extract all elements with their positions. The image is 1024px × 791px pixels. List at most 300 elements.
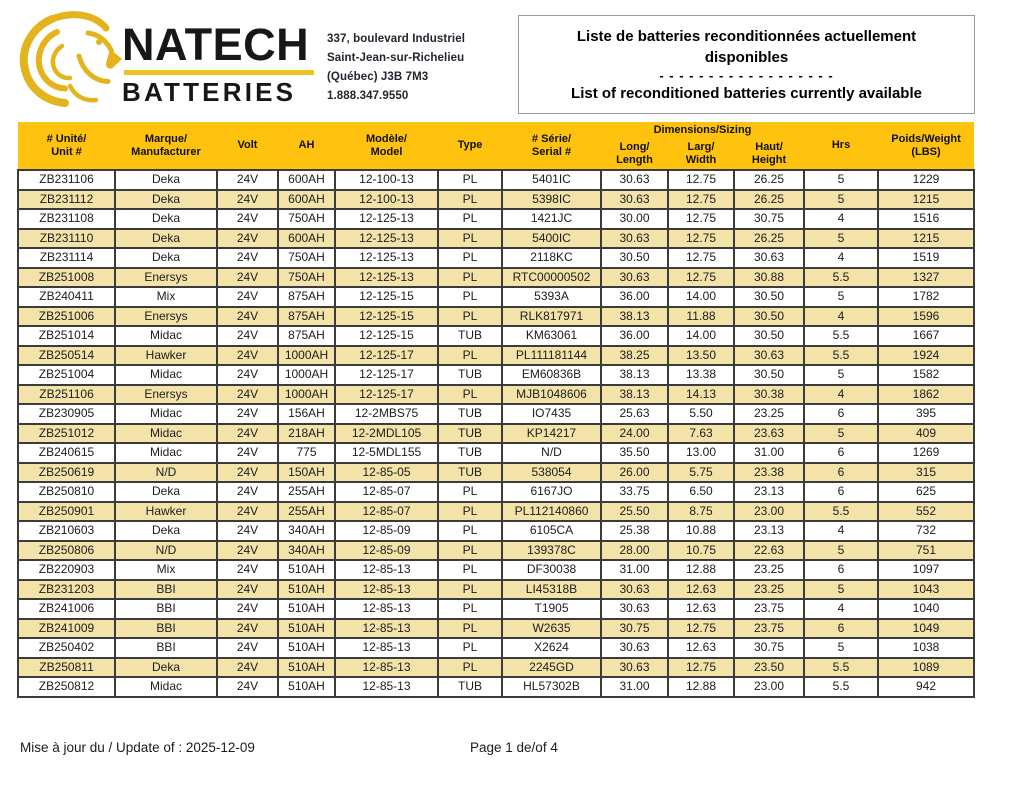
cell-width: 10.88 — [668, 521, 734, 541]
cell-height: 23.13 — [734, 482, 804, 502]
address-line-1: 337, boulevard Industriel — [327, 33, 465, 45]
cell-unit: ZB251012 — [18, 424, 115, 444]
cell-weight: 1516 — [878, 209, 974, 229]
table-row — [18, 307, 974, 327]
cell-type: PL — [438, 638, 502, 658]
cell-hrs: 4 — [804, 385, 878, 405]
cell-width: 12.63 — [668, 580, 734, 600]
cell-height: 23.25 — [734, 404, 804, 424]
cell-hrs: 5.5 — [804, 326, 878, 346]
cell-hrs: 5.5 — [804, 268, 878, 288]
cell-type: PL — [438, 346, 502, 366]
cell-unit: ZB250402 — [18, 638, 115, 658]
column-header-length: Long/ Length — [601, 138, 668, 170]
column-header-width: Larg/ Width — [668, 138, 734, 170]
cell-serial: 538054 — [502, 463, 601, 483]
table-row — [18, 287, 974, 307]
cell-ah: 156AH — [278, 404, 335, 424]
table-row — [18, 580, 974, 600]
cell-type: TUB — [438, 404, 502, 424]
cell-hrs: 6 — [804, 463, 878, 483]
cell-manufacturer: Midac — [115, 677, 217, 697]
cell-manufacturer: Mix — [115, 287, 217, 307]
cell-width: 13.50 — [668, 346, 734, 366]
cell-length: 30.00 — [601, 209, 668, 229]
cell-volt: 24V — [217, 619, 278, 639]
address-line-3: (Québec) J3B 7M3 — [327, 71, 429, 83]
title-box — [518, 15, 975, 114]
cell-ah: 1000AH — [278, 365, 335, 385]
cell-model: 12-85-13 — [335, 560, 438, 580]
cell-volt: 24V — [217, 170, 278, 190]
cell-serial: 6167JO — [502, 482, 601, 502]
cell-weight: 1667 — [878, 326, 974, 346]
title-french: Liste de batteries reconditionnées actuellement disponibles — [576, 27, 917, 66]
cell-height: 30.50 — [734, 307, 804, 327]
cell-height: 23.63 — [734, 424, 804, 444]
update-date: Mise à jour du / Update of : 2025-12-09 — [20, 740, 255, 755]
cell-volt: 24V — [217, 599, 278, 619]
dimensions-group-header: Dimensions/Sizing — [601, 122, 804, 138]
cell-manufacturer: BBI — [115, 638, 217, 658]
column-header-volt: Volt — [217, 122, 278, 170]
cell-volt: 24V — [217, 677, 278, 697]
cell-length: 30.63 — [601, 268, 668, 288]
column-header-serial: # Série/ Serial # — [502, 122, 601, 170]
cell-ah: 255AH — [278, 502, 335, 522]
cell-width: 12.75 — [668, 248, 734, 268]
cell-weight: 942 — [878, 677, 974, 697]
cell-serial: 1421JC — [502, 209, 601, 229]
address-line-4: 1.888.347.9550 — [327, 90, 409, 102]
company-address — [327, 30, 465, 106]
cell-weight: 552 — [878, 502, 974, 522]
cell-unit: ZB251008 — [18, 268, 115, 288]
cell-model: 12-100-13 — [335, 170, 438, 190]
table-row — [18, 560, 974, 580]
cell-unit: ZB250901 — [18, 502, 115, 522]
cell-manufacturer: Midac — [115, 443, 217, 463]
cell-model: 12-5MDL155 — [335, 443, 438, 463]
cell-manufacturer: Deka — [115, 170, 217, 190]
cell-height: 30.63 — [734, 248, 804, 268]
brand-name: NATECH — [122, 19, 310, 70]
cell-height: 23.38 — [734, 463, 804, 483]
cell-serial: LI45318B — [502, 580, 601, 600]
column-header-hrs: Hrs — [804, 122, 878, 170]
cell-manufacturer: Deka — [115, 209, 217, 229]
cell-serial: 6105CA — [502, 521, 601, 541]
cell-volt: 24V — [217, 268, 278, 288]
cell-ah: 600AH — [278, 190, 335, 210]
cell-hrs: 6 — [804, 404, 878, 424]
cell-model: 12-85-13 — [335, 677, 438, 697]
cell-serial: RLK817971 — [502, 307, 601, 327]
cell-length: 30.63 — [601, 638, 668, 658]
cell-length: 33.75 — [601, 482, 668, 502]
cell-unit: ZB250810 — [18, 482, 115, 502]
cell-serial: KM63061 — [502, 326, 601, 346]
cell-serial: T1905 — [502, 599, 601, 619]
cell-model: 12-85-13 — [335, 638, 438, 658]
cell-hrs: 5 — [804, 638, 878, 658]
cell-manufacturer: BBI — [115, 599, 217, 619]
cell-unit: ZB250514 — [18, 346, 115, 366]
cell-hrs: 4 — [804, 521, 878, 541]
cell-model: 12-85-13 — [335, 619, 438, 639]
cell-serial: 5401IC — [502, 170, 601, 190]
cell-manufacturer: Deka — [115, 229, 217, 249]
cell-serial: 5398IC — [502, 190, 601, 210]
table-row — [18, 209, 974, 229]
cell-width: 14.13 — [668, 385, 734, 405]
cell-ah: 600AH — [278, 229, 335, 249]
title-english: List of reconditioned batteries currently available — [571, 84, 922, 102]
cell-type: PL — [438, 502, 502, 522]
column-header-height: Haut/ Height — [734, 138, 804, 170]
table-row — [18, 677, 974, 697]
cell-weight: 1327 — [878, 268, 974, 288]
cell-serial: KP14217 — [502, 424, 601, 444]
cell-hrs: 5 — [804, 580, 878, 600]
cell-height: 30.50 — [734, 365, 804, 385]
cell-weight: 315 — [878, 463, 974, 483]
cell-length: 30.63 — [601, 580, 668, 600]
cell-serial: 2245GD — [502, 658, 601, 678]
cell-ah: 875AH — [278, 326, 335, 346]
cell-width: 7.63 — [668, 424, 734, 444]
cell-type: TUB — [438, 326, 502, 346]
cell-height: 23.00 — [734, 502, 804, 522]
cell-volt: 24V — [217, 346, 278, 366]
cell-hrs: 4 — [804, 248, 878, 268]
cell-ah: 510AH — [278, 658, 335, 678]
cell-height: 23.75 — [734, 619, 804, 639]
cell-serial: 2118KC — [502, 248, 601, 268]
cell-width: 11.88 — [668, 307, 734, 327]
cell-weight: 732 — [878, 521, 974, 541]
cell-type: TUB — [438, 424, 502, 444]
cell-weight: 1582 — [878, 365, 974, 385]
natech-logo — [16, 8, 122, 115]
cell-serial: 5400IC — [502, 229, 601, 249]
brand-subname: BATTERIES — [122, 77, 297, 107]
cell-volt: 24V — [217, 443, 278, 463]
cell-hrs: 5.5 — [804, 346, 878, 366]
table-row — [18, 502, 974, 522]
table-row — [18, 638, 974, 658]
cell-unit: ZB231110 — [18, 229, 115, 249]
cell-hrs: 5 — [804, 287, 878, 307]
cell-height: 22.63 — [734, 541, 804, 561]
cell-model: 12-85-13 — [335, 580, 438, 600]
cell-ah: 218AH — [278, 424, 335, 444]
cell-serial: W2635 — [502, 619, 601, 639]
cell-type: PL — [438, 268, 502, 288]
cell-volt: 24V — [217, 385, 278, 405]
cell-weight: 1862 — [878, 385, 974, 405]
cell-manufacturer: BBI — [115, 580, 217, 600]
cell-width: 12.75 — [668, 619, 734, 639]
cell-unit: ZB250812 — [18, 677, 115, 697]
cell-volt: 24V — [217, 580, 278, 600]
cell-manufacturer: Hawker — [115, 346, 217, 366]
cell-model: 12-125-13 — [335, 268, 438, 288]
table-row — [18, 443, 974, 463]
cell-length: 35.50 — [601, 443, 668, 463]
cell-model: 12-2MDL105 — [335, 424, 438, 444]
cell-weight: 1089 — [878, 658, 974, 678]
batteries-table — [17, 122, 975, 698]
cell-width: 12.75 — [668, 268, 734, 288]
cell-type: PL — [438, 248, 502, 268]
cell-length: 38.25 — [601, 346, 668, 366]
cell-length: 31.00 — [601, 560, 668, 580]
cell-unit: ZB240615 — [18, 443, 115, 463]
table-row — [18, 541, 974, 561]
cell-type: PL — [438, 580, 502, 600]
cell-length: 31.00 — [601, 677, 668, 697]
cell-width: 12.63 — [668, 638, 734, 658]
cell-width: 12.88 — [668, 560, 734, 580]
cell-volt: 24V — [217, 521, 278, 541]
cell-volt: 24V — [217, 638, 278, 658]
cell-type: TUB — [438, 677, 502, 697]
cell-unit: ZB231114 — [18, 248, 115, 268]
cell-model: 12-85-07 — [335, 482, 438, 502]
table-row — [18, 619, 974, 639]
table-row — [18, 658, 974, 678]
cell-type: PL — [438, 307, 502, 327]
cell-height: 30.38 — [734, 385, 804, 405]
cell-width: 8.75 — [668, 502, 734, 522]
cell-length: 30.63 — [601, 170, 668, 190]
cell-model: 12-125-13 — [335, 248, 438, 268]
cell-model: 12-85-13 — [335, 599, 438, 619]
cell-model: 12-125-17 — [335, 385, 438, 405]
cell-type: PL — [438, 599, 502, 619]
cell-unit: ZB231203 — [18, 580, 115, 600]
cell-length: 25.38 — [601, 521, 668, 541]
table-row — [18, 463, 974, 483]
cell-hrs: 5 — [804, 365, 878, 385]
cell-weight: 1519 — [878, 248, 974, 268]
cell-unit: ZB210603 — [18, 521, 115, 541]
cell-height: 30.63 — [734, 346, 804, 366]
cell-volt: 24V — [217, 248, 278, 268]
cell-serial: 5393A — [502, 287, 601, 307]
cell-type: PL — [438, 170, 502, 190]
cell-volt: 24V — [217, 541, 278, 561]
cell-serial: N/D — [502, 443, 601, 463]
cell-ah: 150AH — [278, 463, 335, 483]
cell-hrs: 5 — [804, 541, 878, 561]
cell-serial: PL112140860 — [502, 502, 601, 522]
cell-height: 30.50 — [734, 326, 804, 346]
cell-ah: 510AH — [278, 619, 335, 639]
brand-underline — [124, 70, 314, 75]
cell-unit: ZB250806 — [18, 541, 115, 561]
cell-type: PL — [438, 190, 502, 210]
table-row — [18, 521, 974, 541]
cell-width: 6.50 — [668, 482, 734, 502]
cell-unit: ZB251106 — [18, 385, 115, 405]
cell-type: PL — [438, 658, 502, 678]
cell-unit: ZB251004 — [18, 365, 115, 385]
cell-unit: ZB251014 — [18, 326, 115, 346]
cell-ah: 750AH — [278, 268, 335, 288]
cell-model: 12-85-09 — [335, 521, 438, 541]
cell-type: PL — [438, 541, 502, 561]
cell-weight: 625 — [878, 482, 974, 502]
lion-icon — [16, 8, 122, 110]
cell-model: 12-85-05 — [335, 463, 438, 483]
cell-volt: 24V — [217, 404, 278, 424]
cell-hrs: 5.5 — [804, 502, 878, 522]
cell-height: 23.13 — [734, 521, 804, 541]
table-row — [18, 482, 974, 502]
cell-manufacturer: Hawker — [115, 502, 217, 522]
cell-type: PL — [438, 560, 502, 580]
cell-manufacturer: Deka — [115, 658, 217, 678]
cell-manufacturer: Midac — [115, 424, 217, 444]
cell-unit: ZB241006 — [18, 599, 115, 619]
cell-unit: ZB251006 — [18, 307, 115, 327]
cell-height: 30.75 — [734, 638, 804, 658]
cell-volt: 24V — [217, 365, 278, 385]
brand-block — [122, 19, 318, 107]
cell-hrs: 5.5 — [804, 658, 878, 678]
cell-ah: 340AH — [278, 541, 335, 561]
cell-weight: 395 — [878, 404, 974, 424]
cell-ah: 340AH — [278, 521, 335, 541]
cell-weight: 1038 — [878, 638, 974, 658]
cell-volt: 24V — [217, 560, 278, 580]
cell-unit: ZB250811 — [18, 658, 115, 678]
cell-ah: 510AH — [278, 638, 335, 658]
cell-unit: ZB231112 — [18, 190, 115, 210]
cell-model: 12-85-09 — [335, 541, 438, 561]
cell-volt: 24V — [217, 287, 278, 307]
cell-unit: ZB231106 — [18, 170, 115, 190]
cell-volt: 24V — [217, 463, 278, 483]
cell-weight: 1229 — [878, 170, 974, 190]
cell-hrs: 6 — [804, 443, 878, 463]
table-row — [18, 170, 974, 190]
cell-hrs: 4 — [804, 307, 878, 327]
cell-unit: ZB240411 — [18, 287, 115, 307]
cell-height: 30.75 — [734, 209, 804, 229]
cell-serial: EM60836B — [502, 365, 601, 385]
cell-ah: 510AH — [278, 580, 335, 600]
cell-type: PL — [438, 385, 502, 405]
cell-hrs: 4 — [804, 599, 878, 619]
cell-height: 23.50 — [734, 658, 804, 678]
cell-manufacturer: Enersys — [115, 268, 217, 288]
cell-ah: 875AH — [278, 287, 335, 307]
page-number: Page 1 de/of 4 — [470, 740, 558, 755]
cell-length: 24.00 — [601, 424, 668, 444]
cell-type: PL — [438, 209, 502, 229]
cell-length: 30.63 — [601, 658, 668, 678]
cell-weight: 1215 — [878, 229, 974, 249]
cell-serial: DF30038 — [502, 560, 601, 580]
cell-height: 26.25 — [734, 170, 804, 190]
cell-length: 30.63 — [601, 190, 668, 210]
cell-manufacturer: N/D — [115, 463, 217, 483]
cell-length: 30.50 — [601, 248, 668, 268]
table-row — [18, 385, 974, 405]
cell-hrs: 5 — [804, 424, 878, 444]
cell-model: 12-100-13 — [335, 190, 438, 210]
cell-manufacturer: Mix — [115, 560, 217, 580]
cell-volt: 24V — [217, 229, 278, 249]
cell-volt: 24V — [217, 190, 278, 210]
cell-hrs: 6 — [804, 619, 878, 639]
cell-volt: 24V — [217, 307, 278, 327]
cell-hrs: 6 — [804, 560, 878, 580]
table-row — [18, 424, 974, 444]
cell-width: 12.75 — [668, 658, 734, 678]
cell-ah: 510AH — [278, 560, 335, 580]
cell-weight: 409 — [878, 424, 974, 444]
cell-model: 12-85-07 — [335, 502, 438, 522]
cell-model: 12-125-17 — [335, 346, 438, 366]
cell-manufacturer: Deka — [115, 248, 217, 268]
cell-volt: 24V — [217, 326, 278, 346]
address-line-2: Saint-Jean-sur-Richelieu — [327, 52, 465, 64]
cell-ah: 255AH — [278, 482, 335, 502]
cell-serial: RTC00000502 — [502, 268, 601, 288]
table-row — [18, 365, 974, 385]
cell-length: 38.13 — [601, 385, 668, 405]
title-divider: - - - - - - - - - - - - - - - - - - — [659, 67, 834, 83]
cell-width: 12.75 — [668, 170, 734, 190]
cell-hrs: 5.5 — [804, 677, 878, 697]
table-row — [18, 346, 974, 366]
column-header-unit: # Unité/ Unit # — [18, 122, 115, 170]
cell-type: PL — [438, 482, 502, 502]
cell-type: TUB — [438, 463, 502, 483]
cell-type: TUB — [438, 365, 502, 385]
cell-unit: ZB220903 — [18, 560, 115, 580]
cell-serial: PL111181144 — [502, 346, 601, 366]
cell-manufacturer: BBI — [115, 619, 217, 639]
cell-height: 26.25 — [734, 190, 804, 210]
cell-width: 14.00 — [668, 326, 734, 346]
cell-type: TUB — [438, 443, 502, 463]
cell-weight: 1215 — [878, 190, 974, 210]
cell-width: 14.00 — [668, 287, 734, 307]
cell-hrs: 5 — [804, 229, 878, 249]
cell-serial: IO7435 — [502, 404, 601, 424]
cell-ah: 600AH — [278, 170, 335, 190]
cell-model: 12-125-15 — [335, 287, 438, 307]
cell-unit: ZB231108 — [18, 209, 115, 229]
cell-width: 13.38 — [668, 365, 734, 385]
cell-type: PL — [438, 521, 502, 541]
cell-width: 13.00 — [668, 443, 734, 463]
cell-weight: 1269 — [878, 443, 974, 463]
cell-width: 12.75 — [668, 209, 734, 229]
cell-length: 26.00 — [601, 463, 668, 483]
cell-ah: 775 — [278, 443, 335, 463]
cell-weight: 1040 — [878, 599, 974, 619]
cell-length: 25.50 — [601, 502, 668, 522]
cell-width: 12.75 — [668, 229, 734, 249]
cell-width: 10.75 — [668, 541, 734, 561]
cell-height: 23.75 — [734, 599, 804, 619]
